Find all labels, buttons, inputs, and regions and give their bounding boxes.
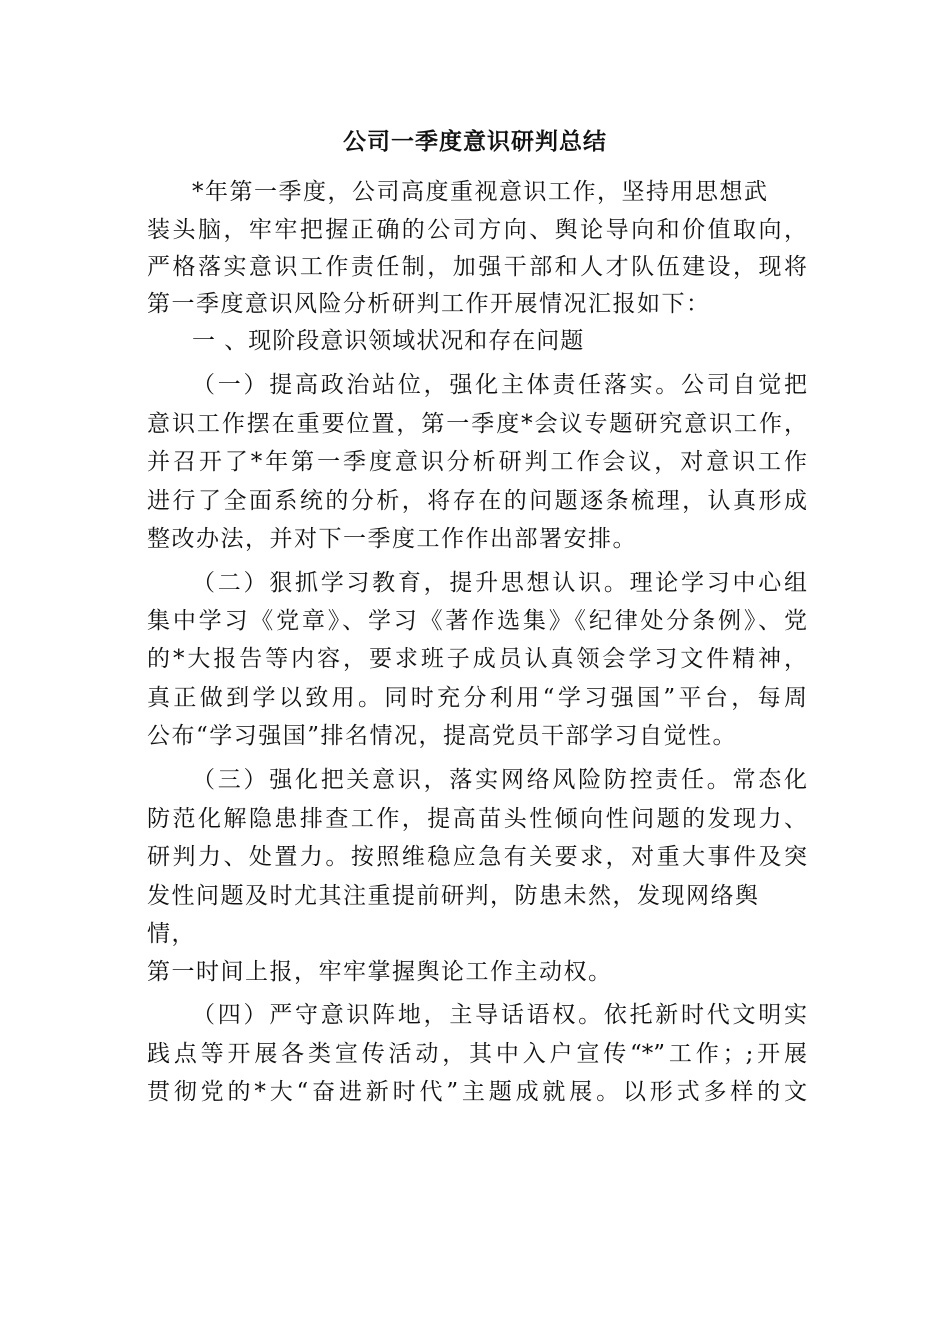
paragraph-line: 进行了全面系统的分析，将存在的问题逐条梳理，认真形成 bbox=[147, 488, 807, 514]
paragraph-line: 整改办法，并对下一季度工作作出部署安排。 bbox=[147, 526, 637, 552]
paragraph-line: 严格落实意识工作责任制，加强干部和人才队伍建设，现将 bbox=[147, 254, 807, 280]
section-heading: 一 、现阶段意识领域状况和存在问题 bbox=[192, 328, 585, 354]
paragraph-line: 防范化解隐患排查工作，提高苗头性倾向性问题的发现力、 bbox=[147, 806, 807, 832]
paragraph-line: 真正做到学以致用。同时充分利用“学习强国”平台，每周 bbox=[147, 685, 807, 711]
paragraph-line: 公布“学习强国”排名情况，提高党员干部学习自觉性。 bbox=[147, 723, 738, 749]
paragraph-line: 集中学习《党章》、学习《著作选集》《纪律处分条例》、党 bbox=[147, 608, 807, 634]
paragraph-line: （一）提高政治站位，强化主体责任落实。公司自觉把 bbox=[192, 372, 807, 398]
paragraph-line: （四）严守意识阵地，主导话语权。依托新时代文明实 bbox=[192, 1002, 807, 1028]
paragraph-line: （二）狠抓学习教育，提升思想认识。理论学习中心组 bbox=[192, 570, 807, 596]
paragraph-line: 研判力、处置力。按照维稳应急有关要求，对重大事件及突 bbox=[147, 844, 807, 870]
paragraph-line: 情， bbox=[147, 921, 196, 947]
paragraph-line: （三）强化把关意识，落实网络风险防控责任。常态化 bbox=[192, 767, 807, 793]
paragraph-line: 意识工作摆在重要位置，第一季度*会议专题研究意识工作， bbox=[147, 411, 807, 437]
paragraph-line: 第一季度意识风险分析研判工作开展情况汇报如下： bbox=[147, 291, 711, 317]
paragraph-line: *年第一季度，公司高度重视意识工作，坚持用思想武 bbox=[192, 179, 769, 205]
paragraph-line: 发性问题及时尤其注重提前研判，防患未然，发现网络舆 bbox=[147, 883, 760, 909]
paragraph-line: 并召开了*年第一季度意识分析研判工作会议，对意识工作 bbox=[147, 449, 807, 475]
paragraph-line: 第一时间上报，牢牢掌握舆论工作主动权。 bbox=[147, 959, 613, 985]
document-title: 公司一季度意识研判总结 bbox=[343, 128, 607, 155]
paragraph-line: 的*大报告等内容，要求班子成员认真领会学习文件精神， bbox=[147, 646, 807, 672]
paragraph-line: 践点等开展各类宣传活动，其中入户宣传“*”工作；;开展 bbox=[147, 1041, 807, 1067]
paragraph-line: 贯彻党的*大“奋进新时代”主题成就展。以形式多样的文 bbox=[147, 1079, 807, 1105]
paragraph-line: 装头脑，牢牢把握正确的公司方向、舆论导向和价值取向， bbox=[147, 217, 807, 243]
